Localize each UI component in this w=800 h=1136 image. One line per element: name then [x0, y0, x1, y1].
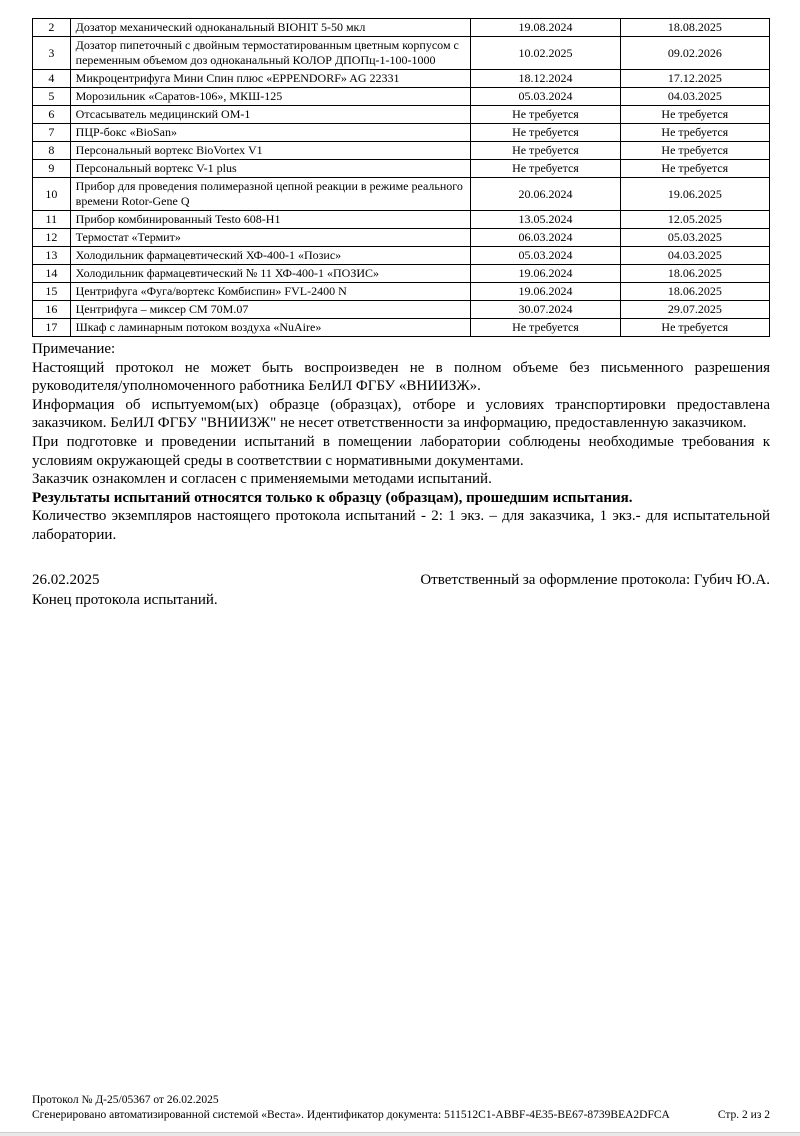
footer-page-number: Стр. 2 из 2: [717, 1109, 770, 1122]
verification-date-cell: 19.08.2024: [471, 19, 620, 37]
equipment-name-cell: Прибор для проведения полимеразной цепной реакции в режиме реального времени Rotor-Gene Q: [70, 178, 471, 211]
verification-date-cell: Не требуется: [471, 160, 620, 178]
row-number-cell: 4: [33, 70, 71, 88]
equipment-name-cell: Персональный вортекс V-1 plus: [70, 160, 471, 178]
table-row: [33, 319, 770, 337]
valid-until-cell: 18.06.2025: [620, 283, 769, 301]
row-number-cell: 12: [33, 229, 71, 247]
note-paragraph: Настоящий протокол не может быть воспроизведен не в полном объеме без письменного разрешения руководителя/уполномоченного работника БелИЛ ФГБУ «ВНИИЗЖ».: [32, 359, 770, 395]
equipment-name-cell: Центрифуга «Фуга/вортекс Комбиспин» FVL-2400 N: [70, 283, 471, 301]
verification-date-cell: 20.06.2024: [471, 178, 620, 211]
table-row: [33, 124, 770, 142]
table-row: [33, 19, 770, 37]
valid-until-cell: 19.06.2025: [620, 178, 769, 211]
valid-until-cell: 29.07.2025: [620, 301, 769, 319]
table-row: [33, 247, 770, 265]
row-number-cell: 17: [33, 319, 71, 337]
note-paragraph-results-bold: Результаты испытаний относятся только к образцу (образцам), прошедшим испытания.: [32, 489, 633, 506]
footer-generated-info: Сгенерировано автоматизированной системой «Веста». Идентификатор документа: 511512C1-ABBF-4E35-BE67-8739BEA2DFCA: [32, 1109, 670, 1122]
signature-date: 26.02.2025: [32, 571, 100, 588]
table-row: [33, 88, 770, 106]
valid-until-cell: 09.02.2026: [620, 37, 769, 70]
notes-section: [32, 340, 770, 545]
verification-date-cell: Не требуется: [471, 124, 620, 142]
table-row: [33, 142, 770, 160]
row-number-cell: 5: [33, 88, 71, 106]
equipment-name-cell: Отсасыватель медицинский ОМ-1: [70, 106, 471, 124]
verification-date-cell: 19.06.2024: [471, 265, 620, 283]
equipment-name-cell: ПЦР-бокс «BioSan»: [70, 124, 471, 142]
table-row: [33, 211, 770, 229]
note-paragraph: Заказчик ознакомлен и согласен с применяемыми методами испытаний.: [32, 471, 492, 488]
equipment-name-cell: Персональный вортекс BioVortex V1: [70, 142, 471, 160]
note-paragraph: При подготовке и проведении испытаний в помещении лаборатории соблюдены необходимые требования к условиям окружающей среды в соответствии с нормативными документами.: [32, 433, 770, 469]
verification-date-cell: Не требуется: [471, 142, 620, 160]
end-of-protocol: Конец протокола испытаний.: [32, 591, 218, 608]
verification-date-cell: 19.06.2024: [471, 283, 620, 301]
row-number-cell: 15: [33, 283, 71, 301]
row-number-cell: 10: [33, 178, 71, 211]
verification-date-cell: 18.12.2024: [471, 70, 620, 88]
valid-until-cell: 04.03.2025: [620, 88, 769, 106]
equipment-name-cell: Прибор комбинированный Testo 608-H1: [70, 211, 471, 229]
equipment-table-body: [33, 19, 770, 337]
verification-date-cell: Не требуется: [471, 319, 620, 337]
equipment-table: [32, 18, 770, 337]
valid-until-cell: Не требуется: [620, 319, 769, 337]
valid-until-cell: 12.05.2025: [620, 211, 769, 229]
table-row: [33, 301, 770, 319]
row-number-cell: 9: [33, 160, 71, 178]
responsible-person: Ответственный за оформление протокола: Губич Ю.А.: [420, 571, 770, 588]
signature-row: [32, 572, 770, 589]
row-number-cell: 11: [33, 211, 71, 229]
table-row: [33, 283, 770, 301]
page-footer: [32, 1093, 770, 1124]
valid-until-cell: 05.03.2025: [620, 229, 769, 247]
table-row: [33, 178, 770, 211]
row-number-cell: 3: [33, 37, 71, 70]
table-row: [33, 37, 770, 70]
valid-until-cell: 04.03.2025: [620, 247, 769, 265]
table-row: [33, 229, 770, 247]
valid-until-cell: Не требуется: [620, 160, 769, 178]
verification-date-cell: Не требуется: [471, 106, 620, 124]
table-row: [33, 160, 770, 178]
valid-until-cell: 18.08.2025: [620, 19, 769, 37]
table-row: [33, 106, 770, 124]
valid-until-cell: 18.06.2025: [620, 265, 769, 283]
equipment-name-cell: Микроцентрифуга Мини Спин плюс «EPPENDORF» AG 22331: [70, 70, 471, 88]
table-row: [33, 70, 770, 88]
note-paragraph: Информация об испытуемом(ых) образце (образцах), отборе и условиях транспортировки предоставлена заказчиком. БелИЛ ФГБУ "ВНИИЗЖ" не несет ответственности за информацию, предоставленную заказчиком.: [32, 396, 770, 432]
equipment-name-cell: Морозильник «Саратов-106», МКШ-125: [70, 88, 471, 106]
equipment-name-cell: Холодильник фармацевтический № 11 ХФ-400-1 «ПОЗИС»: [70, 265, 471, 283]
equipment-name-cell: Холодильник фармацевтический ХФ-400-1 «Позис»: [70, 247, 471, 265]
valid-until-cell: Не требуется: [620, 142, 769, 160]
valid-until-cell: 17.12.2025: [620, 70, 769, 88]
verification-date-cell: 13.05.2024: [471, 211, 620, 229]
verification-date-cell: 30.07.2024: [471, 301, 620, 319]
verification-date-cell: 05.03.2024: [471, 88, 620, 106]
equipment-name-cell: Дозатор механический одноканальный BIOHIT 5-50 мкл: [70, 19, 471, 37]
note-paragraph: Количество экземпляров настоящего протокола испытаний - 2: 1 экз. – для заказчика, 1 экз.- для испытательной лаборатории.: [32, 508, 770, 543]
verification-date-cell: 10.02.2025: [471, 37, 620, 70]
row-number-cell: 13: [33, 247, 71, 265]
equipment-name-cell: Дозатор пипеточный с двойным термостатированным цветным корпусом с переменным объемом доз одноканальный КОЛОР ДПОПц-1-100-1000: [70, 37, 471, 70]
equipment-name-cell: Термостат «Термит»: [70, 229, 471, 247]
equipment-name-cell: Шкаф с ламинарным потоком воздуха «NuAire»: [70, 319, 471, 337]
verification-date-cell: 05.03.2024: [471, 247, 620, 265]
scan-page-edge: [0, 1132, 800, 1136]
equipment-name-cell: Центрифуга – миксер СМ 70М.07: [70, 301, 471, 319]
footer-protocol-number: Протокол № Д-25/05367 от 26.02.2025: [32, 1093, 219, 1106]
row-number-cell: 2: [33, 19, 71, 37]
row-number-cell: 8: [33, 142, 71, 160]
table-row: [33, 265, 770, 283]
row-number-cell: 7: [33, 124, 71, 142]
row-number-cell: 6: [33, 106, 71, 124]
notes-title: Примечание:: [32, 341, 116, 357]
valid-until-cell: Не требуется: [620, 124, 769, 142]
verification-date-cell: 06.03.2024: [471, 229, 620, 247]
row-number-cell: 16: [33, 301, 71, 319]
row-number-cell: 14: [33, 265, 71, 283]
valid-until-cell: Не требуется: [620, 106, 769, 124]
